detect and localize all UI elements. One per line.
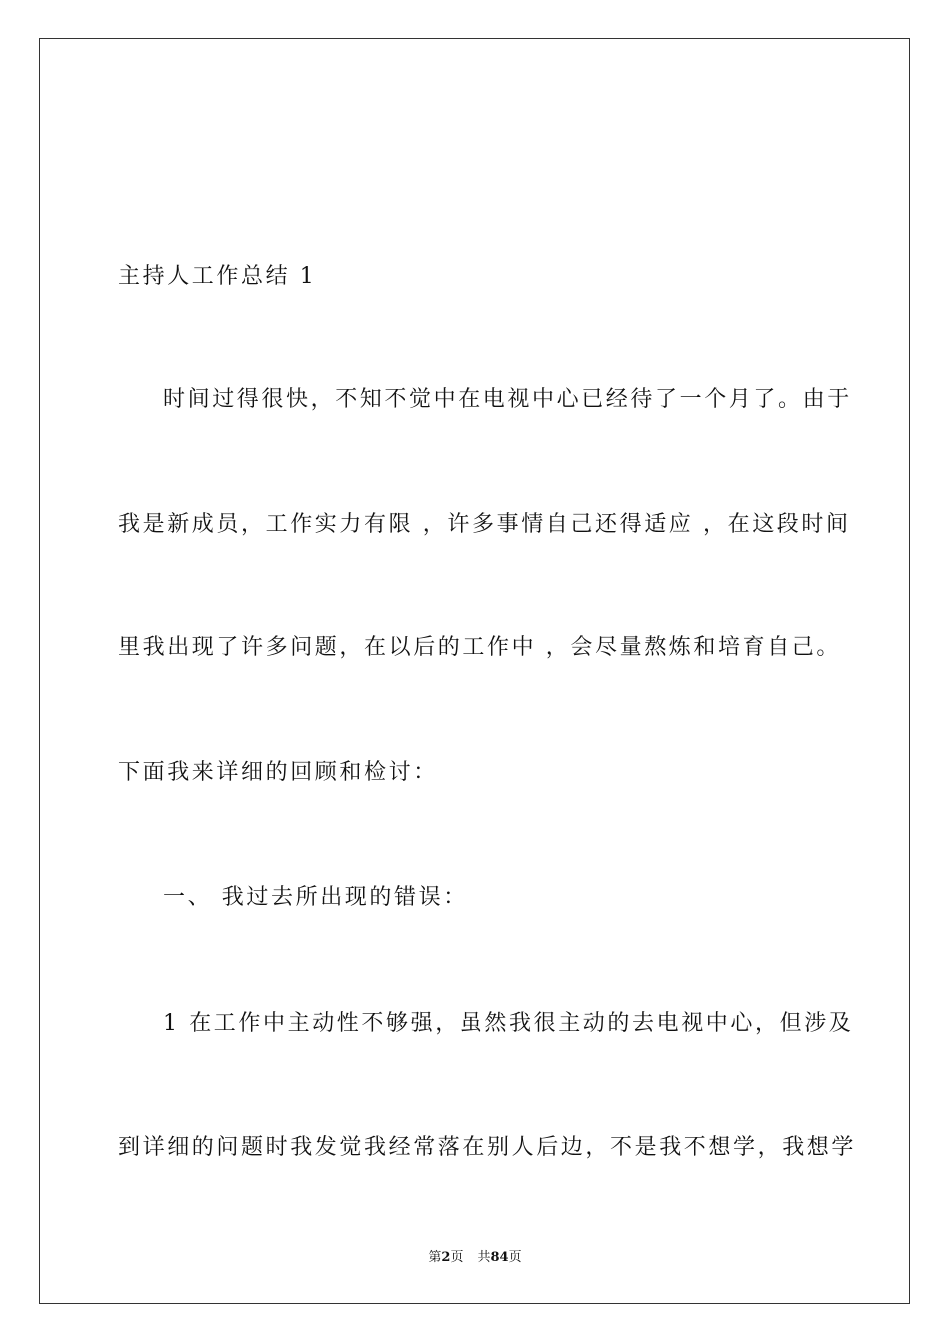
total-pages: 84 <box>490 1250 509 1265</box>
page-prefix: 第 <box>428 1250 442 1265</box>
total-suffix: 页 <box>508 1250 522 1265</box>
paragraph-line: 我是新成员，工作实力有限 ，许多事情自己还得适应 ，在这段时间 <box>118 512 851 537</box>
paragraph-line: 到详细的问题时我发觉我经常落在别人后边，不是我不想学，我想学 <box>118 1135 857 1160</box>
paragraph-line: 下面我来详细的回顾和检讨： <box>118 760 438 785</box>
paragraph-line: 1 在工作中主动性不够强，虽然我很主动的去电视中心，但涉及 <box>163 1011 854 1036</box>
section-heading: 一、 我过去所出现的错误： <box>163 885 468 910</box>
paragraph-line: 时间过得很快，不知不觉中在电视中心已经待了一个月了。由于 <box>163 387 852 412</box>
total-prefix: 共 <box>477 1250 491 1265</box>
page-suffix: 页 <box>450 1250 464 1265</box>
paragraph-line: 里我出现了许多问题，在以后的工作中 ，会尽量熬炼和培育自己。 <box>118 635 841 660</box>
page-footer <box>0 1249 950 1267</box>
document-title: 主持人工作总结 1 <box>118 264 317 289</box>
page-border <box>39 38 910 1304</box>
page-number: 2 <box>441 1250 451 1265</box>
